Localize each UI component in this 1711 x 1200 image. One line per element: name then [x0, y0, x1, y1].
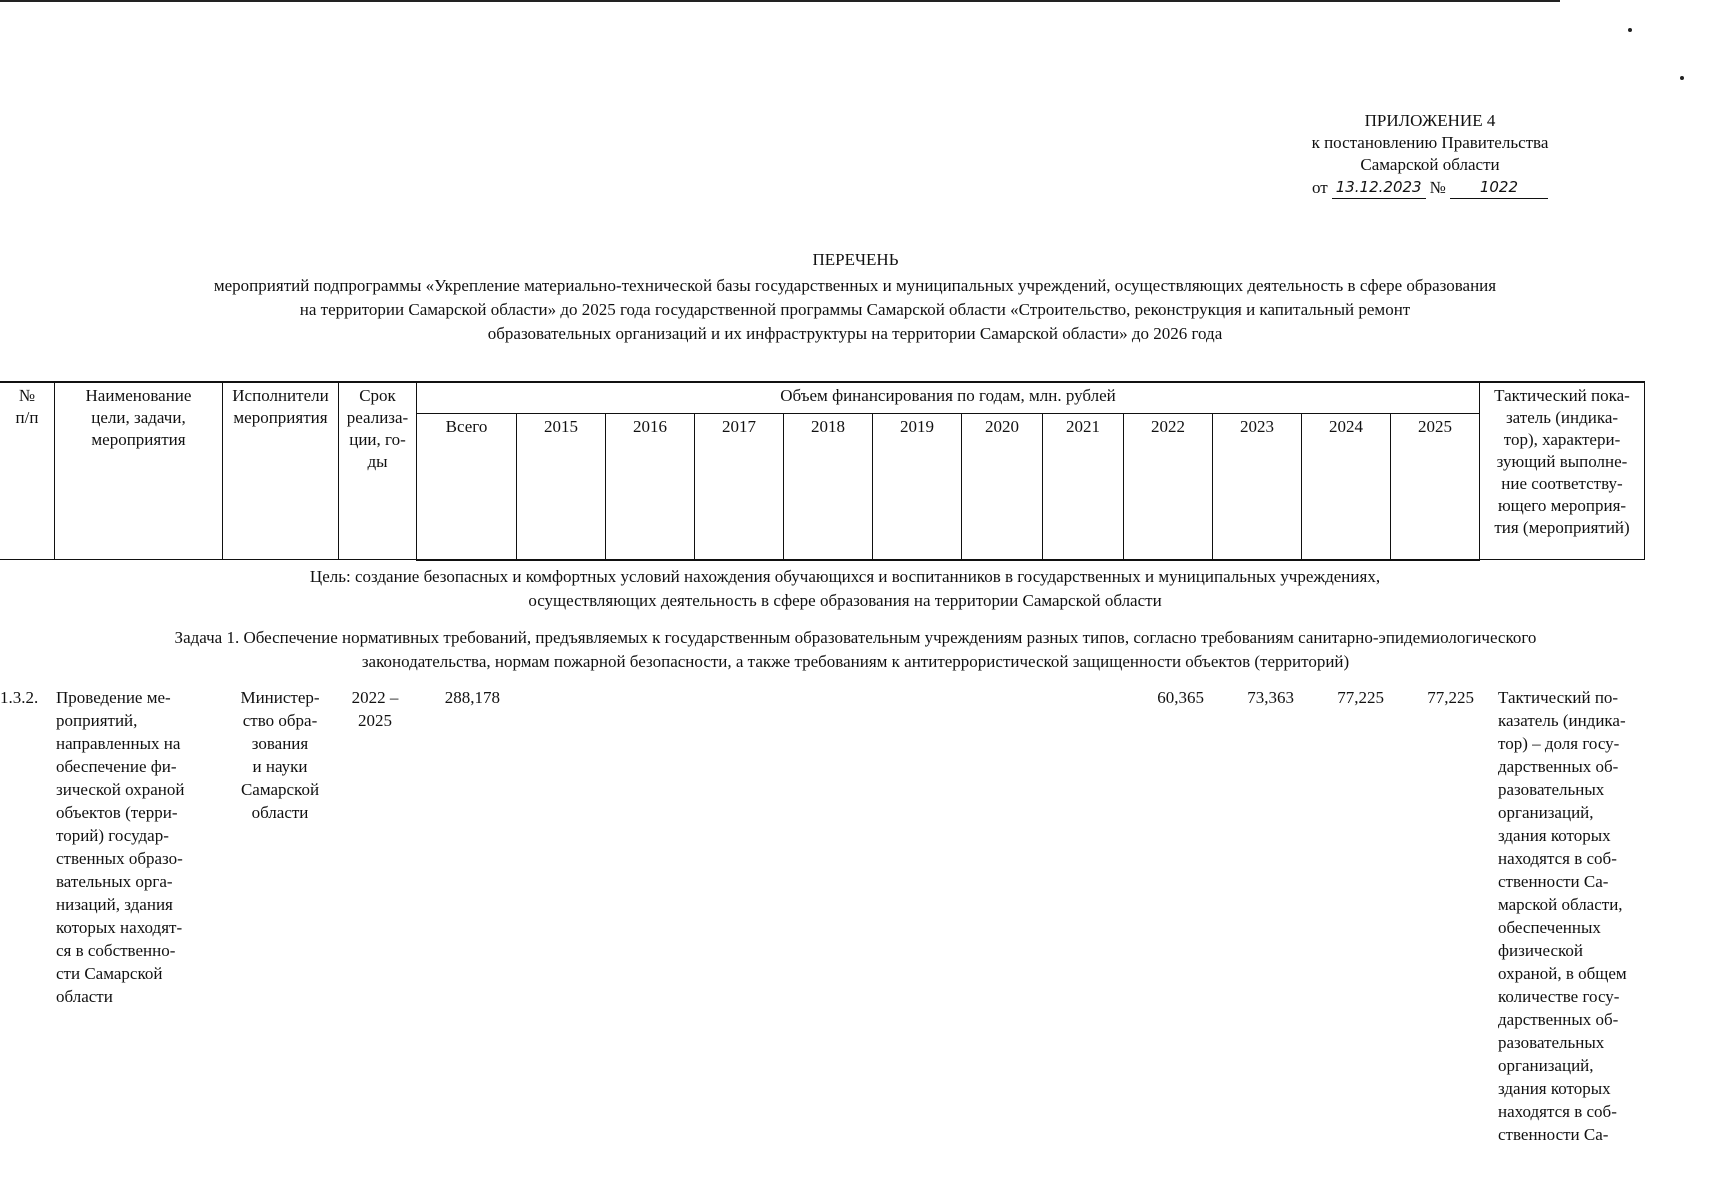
scan-speck [1680, 76, 1684, 80]
header-year: 2023 [1213, 414, 1302, 560]
number-prefix: № [1429, 178, 1446, 197]
header-number: № п/п [0, 382, 55, 560]
document-title: ПЕРЕЧЕНЬ [812, 250, 899, 269]
header-year: 2016 [606, 414, 695, 560]
header-term: Срок реализа- ции, го- ды [339, 382, 417, 560]
scan-speck [1628, 28, 1632, 32]
annex-title: ПРИЛОЖЕНИЕ 4 [1364, 111, 1496, 130]
row-name: Проведение ме- роприятий, направленных на обеспечение фи- зической охраной объектов (терри- торий) государ- ственных образо- вательных орга- низаций, здания которых находят- ся в собственно- сти Самарской области [56, 688, 185, 1006]
document-subtitle [70, 274, 1640, 346]
from-prefix: от [1311, 178, 1328, 197]
header-year: 2024 [1302, 414, 1391, 560]
header-year: 2020 [962, 414, 1043, 560]
annex-date-number [1300, 176, 1560, 199]
scan-top-border [0, 0, 1560, 2]
header-executors: Исполнители мероприятия [223, 382, 339, 560]
annex-block [1300, 110, 1560, 199]
row-number: 1.3.2. [0, 688, 39, 707]
annex-line-2: Самарской области [1360, 155, 1500, 174]
row-value-2025: 77,225 [1427, 688, 1474, 707]
row-term: 2022 – 2025 [351, 688, 399, 730]
row-total: 288,178 [444, 688, 500, 707]
header-year: 2022 [1124, 414, 1213, 560]
header-year: 2015 [517, 414, 606, 560]
row-value-2023: 73,363 [1247, 688, 1294, 707]
header-year: 2019 [873, 414, 962, 560]
row-executor: Министер- ство обра- зования и науки Самарской области [240, 688, 320, 822]
header-year: 2017 [695, 414, 784, 560]
header-year: 2025 [1391, 414, 1480, 560]
row-indicator: Тактический по- казатель (индика- тор) – доля госу- дарственных об- разовательных организаций, здания которых находятся в соб- ственности Са- марской области, обеспеченных физической охраной, в общем количестве госу- дарственных об- разовательных организаций, здания которых находятся в соб- ственности Са- [1498, 688, 1627, 1144]
table-header [0, 381, 1645, 561]
header-year: 2021 [1043, 414, 1124, 560]
header-year: 2018 [784, 414, 873, 560]
header-total: Всего [417, 414, 517, 560]
row-value-2024: 77,225 [1337, 688, 1384, 707]
subtitle-line: мероприятий подпрограммы «Укрепление материально-технической базы государственных и муниципальных учреждений, осуществляющих деятельность в сфере образования [213, 276, 1497, 295]
task-text: Задача 1. Обеспечение нормативных требований, предъявляемых к государственным образовательным учреждениям разных типов, согласно требованиям санитарно-эпидемиологического законодательства, нормам пожарной безопасности, а также требованиям к антитеррористической защищенности объектов (территорий) [174, 628, 1537, 671]
handwritten-number: 1022 [1450, 176, 1548, 199]
header-financing: Объем финансирования по годам, млн. рублей [417, 382, 1480, 414]
handwritten-date: 13.12.2023 [1332, 176, 1426, 199]
subtitle-line: на территории Самарской области» до 2025 года государственной программы Самарской области «Строительство, реконструкция и капитальный ремонт [299, 300, 1411, 319]
row-value-2022: 60,365 [1157, 688, 1204, 707]
header-indicator: Тактический пока- затель (индика- тор), характери- зующий выполне- ние соответству- ющего мероприя- тия (мероприятий) [1480, 382, 1645, 560]
goal-text: Цель: создание безопасных и комфортных условий нахождения обучающихся и воспитанников в государственных и муниципальных учреждениях, осуществляющих деятельность в сфере образования на территории Самарской области [309, 567, 1381, 610]
subtitle-line: образовательных организаций и их инфраструктуры на территории Самарской области» до 2026 года [487, 324, 1223, 343]
annex-line-1: к постановлению Правительства [1311, 133, 1549, 152]
header-name: Наименование цели, задачи, мероприятия [55, 382, 223, 560]
